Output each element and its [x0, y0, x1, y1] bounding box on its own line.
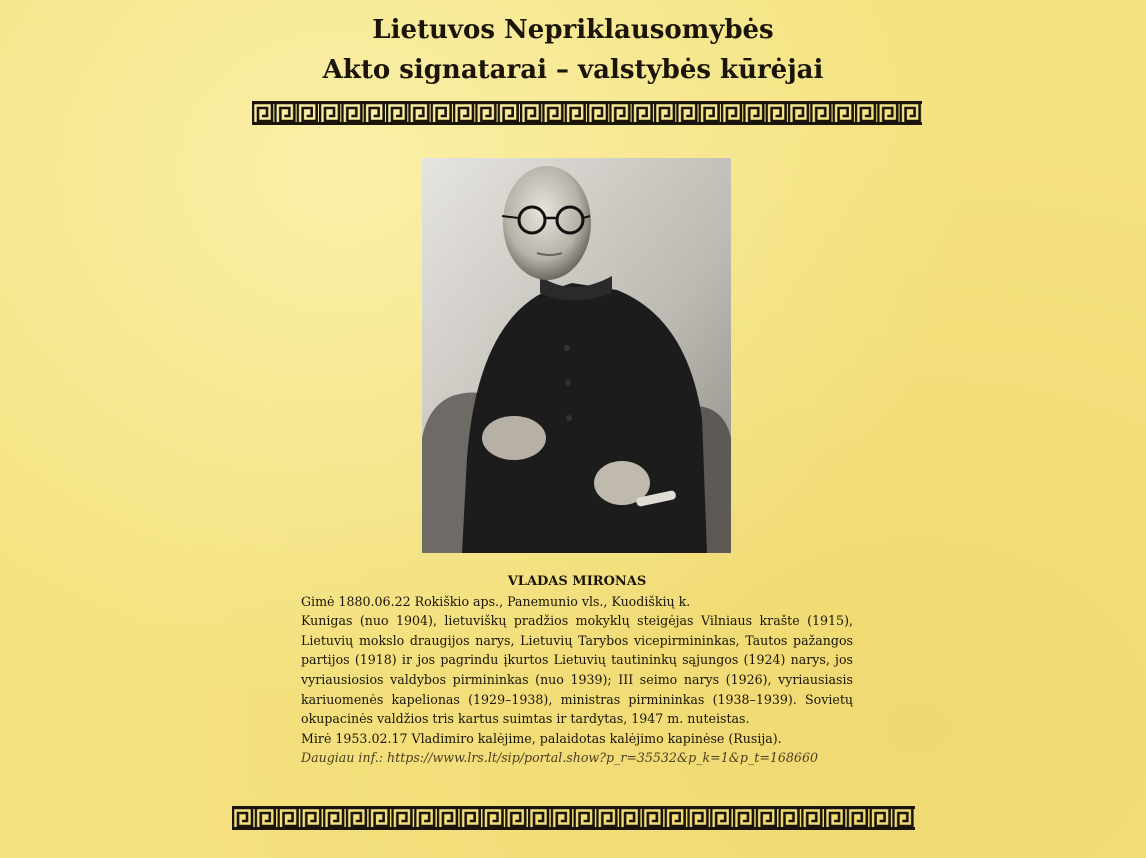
death-info: Mirė 1953.02.17 Vladimiro kalėjime, palaidotas kalėjimo kapinėse (Rusija).: [301, 730, 782, 746]
greek-key-border-bottom: [232, 806, 915, 830]
portrait-photo: [422, 158, 731, 553]
biography: [301, 572, 853, 768]
title-line-1: Lietuvos Nepriklausomybės: [372, 15, 774, 45]
page-title: [0, 10, 1146, 90]
greek-key-border-top: [252, 101, 922, 125]
birth-info: Gimė 1880.06.22 Rokiškio aps., Panemunio vls., Kuodiškių k.: [301, 593, 691, 609]
person-name: VLADAS MIRONAS: [507, 574, 647, 589]
career-text: Kunigas (nuo 1904), lietuviškų pradžios mokyklų steigėjas Vilniaus krašte (1915), Lietuvių mokslo draugijos narys, Lietuvių Tarybos vicepirmininkas, Tautos pažangos partijos (1918) ir jos pagrindu įkurtos Lietuvių tautininkų sąjungos (1924) narys, jos vyriausiosios valdybos pirmininkas (nuo 1939); III seimo narys (1926), vyriausiasis kariuomenės kapelionas (1929–1938), ministras pirmininkas (1938–1939). Sovietų okupacinės valdžios tris kartus suimtas ir tardytas, 1947 m. nuteistas.: [301, 613, 853, 727]
more-info-link[interactable]: Daugiau inf.: https://www.lrs.lt/sip/portal.show?p_r=35532&p_k=1&p_t=168660: [301, 750, 818, 766]
title-line-2: Akto signatarai – valstybės kūrėjai: [322, 55, 824, 85]
